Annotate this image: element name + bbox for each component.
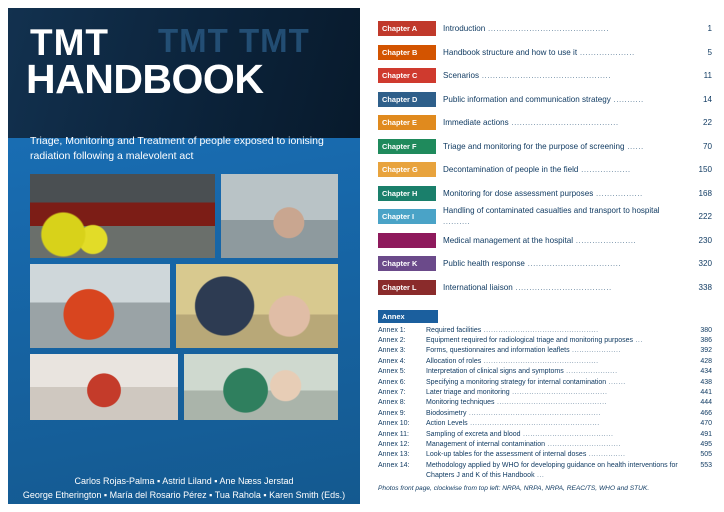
photo-hospital-treatment bbox=[184, 354, 338, 420]
chapter-tag: Chapter I bbox=[378, 209, 436, 224]
toc-annex-row[interactable] bbox=[378, 346, 712, 356]
toc-chapter-row[interactable] bbox=[378, 112, 712, 133]
photo-snow-red-suit bbox=[30, 264, 170, 348]
annex-title bbox=[426, 461, 688, 482]
annex-number: Annex 9: bbox=[378, 409, 406, 417]
chapter-title-text: Triage and monitoring for the purpose of screening bbox=[443, 141, 625, 151]
leader-dots: ....................................... bbox=[509, 388, 608, 396]
toc-annex-row[interactable] bbox=[378, 357, 712, 367]
ghost-wordmark: TMT TMT bbox=[158, 22, 310, 59]
annex-title-text: Later triage and monitoring bbox=[426, 388, 510, 396]
toc-chapter-row[interactable] bbox=[378, 136, 712, 157]
annex-page-number: 441 bbox=[700, 388, 712, 396]
chapter-page-number: 320 bbox=[698, 259, 712, 268]
toc-annex-row[interactable] bbox=[378, 450, 712, 460]
annex-number: Annex 13: bbox=[378, 451, 410, 459]
annex-page-number: 428 bbox=[700, 357, 712, 365]
toc-annex-row[interactable] bbox=[378, 326, 712, 336]
chapter-title-text: Medical management at the hospital bbox=[443, 235, 574, 245]
chapter-list bbox=[378, 18, 712, 298]
chapter-tag: Chapter B bbox=[378, 45, 436, 60]
leader-dots: ................................... bbox=[512, 282, 612, 292]
leader-dots: ...... bbox=[624, 141, 644, 151]
chapter-tag: Chapter L bbox=[378, 280, 436, 295]
chapter-page-number: 222 bbox=[698, 212, 712, 221]
annex-title-text: Specifying a monitoring strategy for internal contamination bbox=[426, 378, 607, 386]
annex-list bbox=[378, 326, 712, 482]
leader-dots: ..................................................... bbox=[467, 420, 600, 428]
annex-title bbox=[426, 367, 688, 377]
annex-page-number: 470 bbox=[700, 420, 712, 428]
leader-dots: ..................... bbox=[563, 368, 618, 376]
chapter-title-text: Immediate actions bbox=[443, 118, 509, 127]
annex-title bbox=[426, 388, 688, 398]
annex-title bbox=[426, 346, 688, 356]
annex-title bbox=[426, 450, 688, 460]
annex-title-text: Action Levels bbox=[426, 420, 468, 428]
leader-dots: ............................................... bbox=[481, 357, 599, 365]
toc-chapter-row[interactable] bbox=[378, 42, 712, 63]
front-cover bbox=[8, 8, 360, 504]
annex-page-number: 491 bbox=[700, 430, 712, 438]
annex-page-number: 380 bbox=[700, 326, 712, 334]
annex-title bbox=[426, 378, 688, 388]
chapter-title bbox=[436, 71, 686, 80]
chapter-title bbox=[436, 48, 686, 57]
photo-child-whole-body-counter bbox=[176, 264, 338, 348]
annex-number: Annex 4: bbox=[378, 357, 406, 365]
leader-dots: ............................................. bbox=[494, 399, 607, 407]
chapter-tag: Chapter C bbox=[378, 68, 436, 83]
annex-number: Annex 3: bbox=[378, 347, 406, 355]
cover-header-band bbox=[8, 8, 360, 138]
annex-title-text: Allocation of roles bbox=[426, 357, 482, 365]
annex-page-number: 444 bbox=[700, 399, 712, 407]
toc-annex-row[interactable] bbox=[378, 409, 712, 419]
chapter-title-text: Introduction bbox=[443, 24, 486, 33]
toc-chapter-row[interactable] bbox=[378, 277, 712, 298]
annex-number: Annex 5: bbox=[378, 368, 406, 376]
annex-title-text: Equipment required for radiological triage and monitoring purposes bbox=[426, 336, 634, 344]
annex-page-number: 466 bbox=[700, 409, 712, 417]
annex-title bbox=[426, 440, 688, 450]
table-of-contents-page bbox=[378, 18, 712, 498]
chapter-page-number: 338 bbox=[698, 282, 712, 292]
chapter-page-number: 5 bbox=[707, 47, 712, 57]
chapter-title-text: Decontamination of people in the field bbox=[443, 165, 579, 174]
chapter-tag: Chapter H bbox=[378, 186, 436, 201]
toc-chapter-row[interactable] bbox=[378, 65, 712, 86]
leader-dots: ....................................... bbox=[508, 118, 619, 127]
cover-title-tmt: TMT bbox=[30, 22, 110, 63]
leader-dots: ............................................... bbox=[479, 71, 611, 80]
cover-subtitle: Triage, Monitoring and Treatment of people exposed to ionising radiation following a malevolent act bbox=[30, 135, 324, 162]
chapter-page-number: 70 bbox=[702, 141, 712, 151]
annex-title bbox=[426, 336, 688, 346]
toc-annex-row[interactable] bbox=[378, 430, 712, 440]
chapter-page-number: 168 bbox=[698, 188, 712, 198]
leader-dots: ... bbox=[534, 472, 545, 480]
photo-bus-decontamination bbox=[30, 174, 215, 258]
chapter-page-number: 11 bbox=[703, 71, 712, 80]
toc-annex-row[interactable] bbox=[378, 461, 712, 482]
annex-page-number: 438 bbox=[700, 378, 712, 386]
annex-title-text: Sampling of excreta and blood bbox=[426, 430, 521, 438]
annex-title bbox=[426, 409, 688, 419]
annex-page-number: 553 bbox=[700, 461, 712, 469]
leader-dots: ............................................... bbox=[481, 326, 599, 334]
annex-page-number: 392 bbox=[700, 347, 712, 355]
chapter-title-text: Handbook structure and how to use it bbox=[443, 47, 578, 57]
chapter-title bbox=[436, 142, 686, 151]
annex-title-text: Monitoring techniques bbox=[426, 399, 495, 407]
toc-chapter-row[interactable] bbox=[378, 183, 712, 204]
annex-title bbox=[426, 430, 688, 440]
chapter-tag: Chapter F bbox=[378, 139, 436, 154]
toc-annex-row[interactable] bbox=[378, 367, 712, 377]
leader-dots: ..................................... bbox=[520, 430, 614, 438]
toc-annex-row[interactable] bbox=[378, 419, 712, 429]
toc-chapter-row[interactable] bbox=[378, 159, 712, 180]
toc-annex-row[interactable] bbox=[378, 336, 712, 346]
cover-photo-grid bbox=[30, 174, 338, 426]
leader-dots: ...................... bbox=[573, 235, 637, 245]
annex-number: Annex 11: bbox=[378, 430, 410, 438]
leader-dots: .................. bbox=[578, 165, 631, 174]
cover-authors bbox=[22, 474, 346, 502]
leader-dots: ............................................ bbox=[485, 24, 609, 33]
chapter-title-text: Monitoring for dose assessment purposes bbox=[443, 188, 594, 198]
chapter-tag: Chapter G bbox=[378, 162, 436, 177]
annex-title bbox=[426, 419, 688, 429]
annex-title bbox=[426, 398, 688, 408]
leader-dots: .............................. bbox=[545, 440, 621, 448]
annex-section-header: Annex bbox=[378, 310, 438, 323]
chapter-title bbox=[436, 206, 686, 227]
chapter-title bbox=[436, 24, 686, 33]
leader-dots: ............... bbox=[586, 451, 626, 459]
toc-chapter-row[interactable] bbox=[378, 89, 712, 110]
chapter-title-text: International liaison bbox=[443, 282, 513, 292]
leader-dots: ....... bbox=[606, 378, 626, 386]
annex-page-number: 495 bbox=[700, 440, 712, 448]
annex-number: Annex 1: bbox=[378, 326, 406, 334]
leader-dots: .................................. bbox=[524, 259, 622, 268]
annex-title-text: Methodology applied by WHO for developing guidance on health interventions for Chapters J and K of this Handbook bbox=[426, 461, 678, 480]
annex-number: Annex 12: bbox=[378, 440, 410, 448]
toc-chapter-row[interactable] bbox=[378, 206, 712, 227]
toc-annex-row[interactable] bbox=[378, 440, 712, 450]
chapter-title bbox=[436, 95, 686, 104]
chapter-title-text: Public health response bbox=[443, 259, 525, 268]
photo-credit: Photos front page, clockwise from top left: NRPA, NRPA, NRPA, REAC/TS, WHO and STUK. bbox=[378, 485, 650, 492]
annex-page-number: 505 bbox=[700, 451, 712, 459]
annex-page-number: 386 bbox=[700, 336, 712, 344]
chapter-tag: Chapter K bbox=[378, 256, 436, 271]
annex-number: Annex 6: bbox=[378, 378, 406, 386]
annex-number: Annex 10: bbox=[378, 420, 410, 428]
chapter-tag: Chapter A bbox=[378, 21, 436, 36]
toc-chapter-row[interactable] bbox=[378, 253, 712, 274]
annex-title bbox=[426, 357, 688, 367]
chapter-tag: Chapter D bbox=[378, 92, 436, 107]
leader-dots: ... bbox=[633, 336, 643, 344]
chapter-title-text: Scenarios bbox=[443, 71, 479, 80]
annex-title-text: Look-up tables for the assessment of internal doses bbox=[426, 451, 587, 459]
chapter-page-number: 230 bbox=[698, 235, 712, 245]
annex-title-text: Required facilities bbox=[426, 326, 482, 334]
leader-dots: .......... bbox=[443, 216, 471, 226]
chapter-title-text: Public information and communication strategy bbox=[443, 94, 611, 104]
annex-title-text: Forms, questionnaires and information leaflets bbox=[426, 347, 570, 355]
annex-title-text: Interpretation of clinical signs and symptoms bbox=[426, 368, 564, 376]
chapter-tag: Chapter E bbox=[378, 115, 436, 130]
cover-title-handbook: HANDBOOK bbox=[26, 56, 264, 102]
annex-title bbox=[426, 326, 688, 336]
chapter-title bbox=[436, 283, 686, 292]
authors-line-2: George Etherington ▪ María del Rosario Pérez ▪ Tua Rahola ▪ Karen Smith (Eds.) bbox=[22, 490, 346, 500]
chapter-page-number: 1 bbox=[707, 24, 712, 33]
annex-title-text: Management of internal contamination bbox=[426, 440, 546, 448]
toc-chapter-row[interactable] bbox=[378, 18, 712, 39]
annex-number: Annex 7: bbox=[378, 388, 406, 396]
chapter-title bbox=[436, 259, 686, 268]
annex-title-text: Biodosimetry bbox=[426, 409, 467, 417]
chapter-tag bbox=[378, 233, 436, 248]
annex-number: Annex 8: bbox=[378, 399, 406, 407]
leader-dots: .................... bbox=[569, 347, 621, 355]
toc-annex-row[interactable] bbox=[378, 398, 712, 408]
chapter-page-number: 14 bbox=[702, 94, 712, 104]
annex-page-number: 434 bbox=[700, 368, 712, 376]
chapter-title bbox=[436, 236, 686, 245]
chapter-page-number: 150 bbox=[698, 165, 712, 174]
leader-dots: .................... bbox=[577, 47, 635, 57]
chapter-title bbox=[436, 118, 686, 127]
leader-dots: ...................................................... bbox=[466, 409, 601, 417]
annex-number: Annex 14: bbox=[378, 461, 410, 469]
authors-line-1: Carlos Rojas-Palma ▪ Astrid Liland ▪ Ane Næss Jerstad bbox=[74, 476, 294, 486]
toc-annex-row[interactable] bbox=[378, 388, 712, 398]
toc-chapter-row[interactable] bbox=[378, 230, 712, 251]
photo-shower-monitoring bbox=[221, 174, 338, 258]
photo-blood-sampling bbox=[30, 354, 178, 420]
leader-dots: ................. bbox=[593, 188, 643, 198]
chapter-title bbox=[436, 189, 686, 198]
annex-number: Annex 2: bbox=[378, 336, 406, 344]
chapter-page-number: 22 bbox=[702, 118, 712, 127]
toc-annex-row[interactable] bbox=[378, 378, 712, 388]
chapter-title bbox=[436, 165, 686, 174]
chapter-title-text: Handling of contaminated casualties and transport to hospital bbox=[443, 206, 660, 215]
leader-dots: ........... bbox=[610, 94, 644, 104]
